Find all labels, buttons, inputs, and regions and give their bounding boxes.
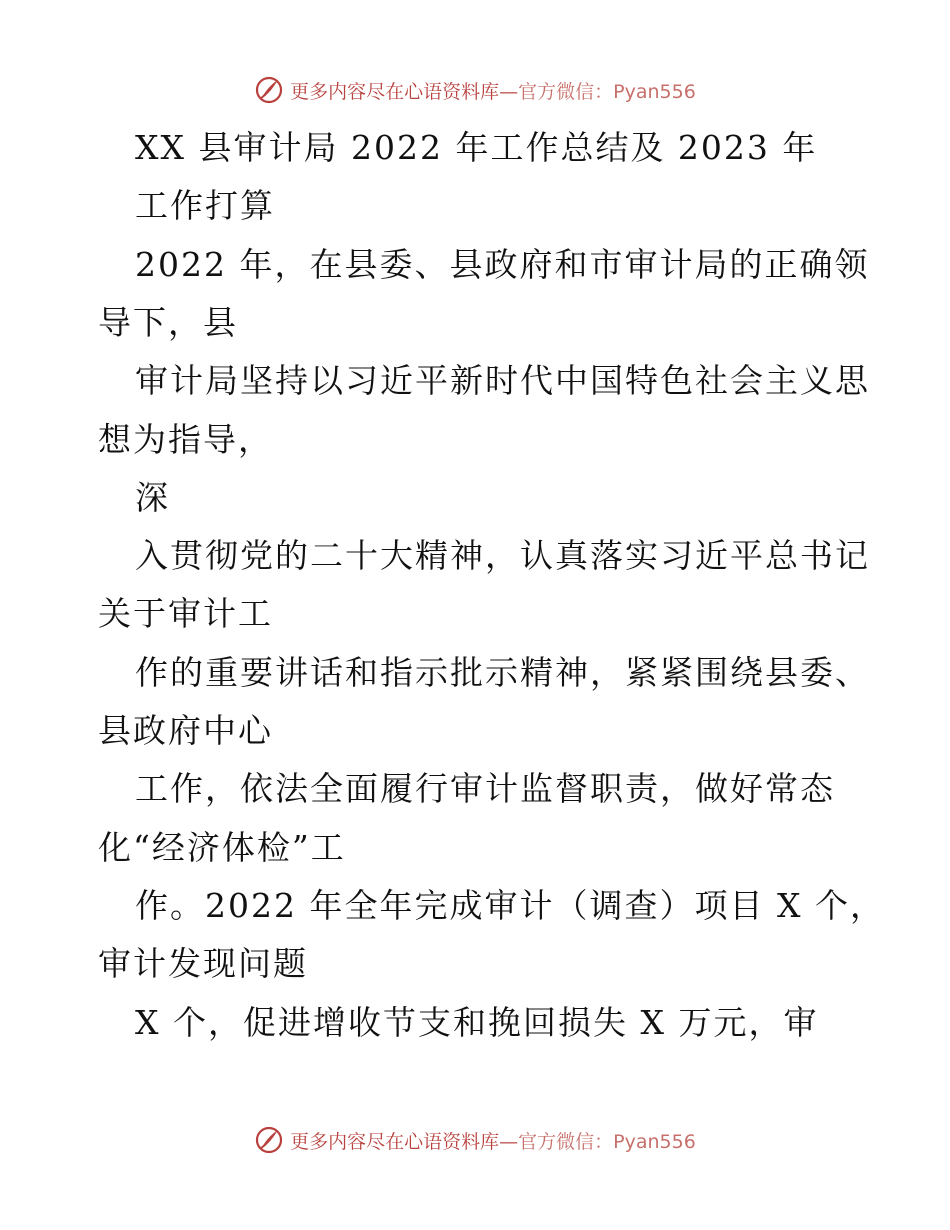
paragraph-line: 想为指导，	[98, 420, 273, 459]
paragraph-line: 关于审计工	[98, 594, 273, 633]
paragraph-line: 作。2022 年全年完成审计（调查）项目 X 个，	[135, 886, 885, 925]
watermark-text: 更多内容尽在心语资料库—官方微信：Pyan556	[290, 1130, 696, 1153]
document-title-line-2: 工作打算	[135, 186, 275, 225]
paragraph-line: 深	[135, 478, 170, 517]
paragraph-line: 县政府中心	[98, 711, 273, 750]
paragraph-line: 导下，县	[98, 303, 238, 342]
paragraph-line: 化“经济体检”工	[98, 828, 346, 867]
paragraph-line: 作的重要讲话和指示批示精神，紧紧围绕县委、	[135, 653, 870, 692]
paragraph-line: 2022 年，在县委、县政府和市审计局的正确领	[135, 245, 870, 284]
watermark-text: 更多内容尽在心语资料库—官方微信：Pyan556	[290, 80, 696, 103]
feather-logo-icon	[254, 1125, 284, 1155]
paragraph-line: 工作，依法全面履行审计监督职责，做好常态	[135, 769, 835, 808]
paragraph-line: 审计局坚持以习近平新时代中国特色社会主义思	[135, 361, 870, 400]
watermark-banner-bottom	[0, 1120, 950, 1160]
paragraph-line: 审计发现问题	[98, 944, 308, 983]
document-title-line-1: XX 县审计局 2022 年工作总结及 2023 年	[135, 128, 818, 167]
paragraph-line: X 个，促进增收节支和挽回损失 X 万元，审	[135, 1003, 819, 1042]
paragraph-line: 入贯彻党的二十大精神，认真落实习近平总书记	[135, 536, 870, 575]
